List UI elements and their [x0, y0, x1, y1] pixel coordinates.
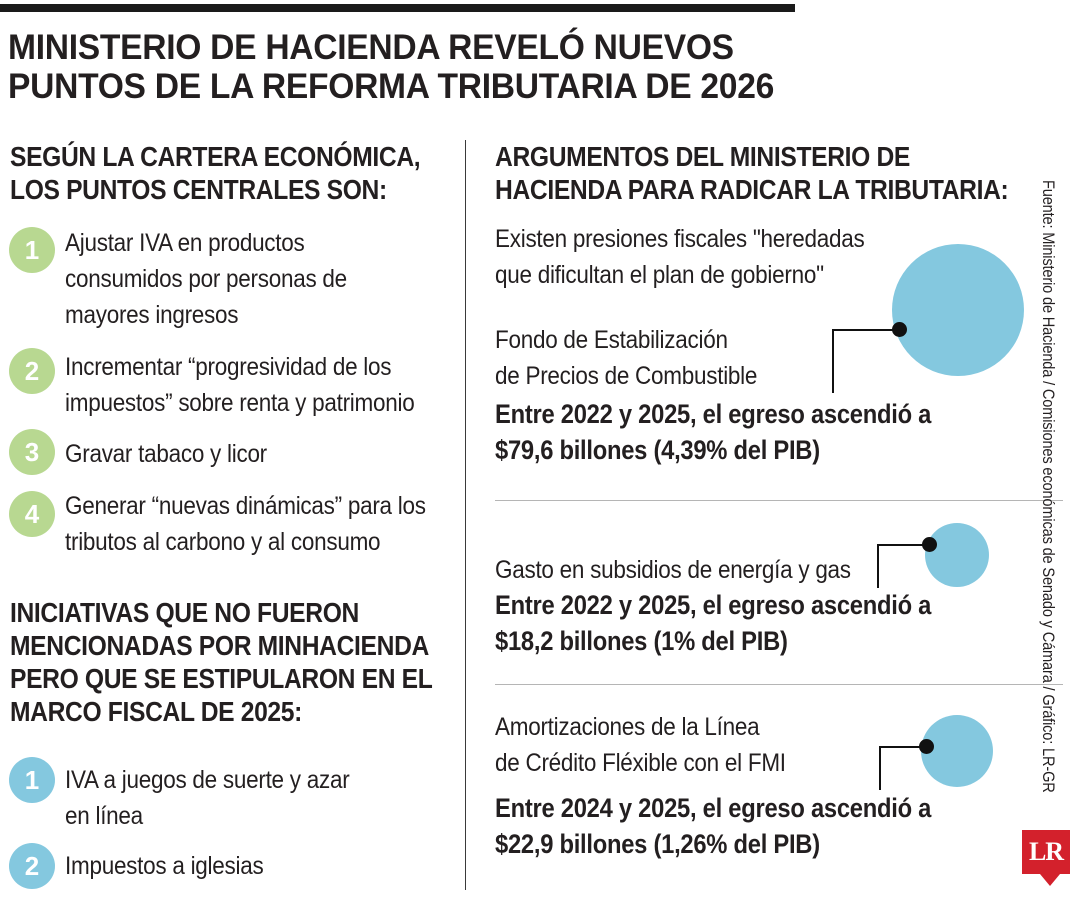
- bubble-2: [925, 523, 989, 587]
- section1-heading-line-2: LOS PUNTOS CENTRALES SON:: [10, 174, 387, 205]
- page-title: [8, 28, 872, 106]
- list-item-line: mayores ingresos: [65, 301, 239, 329]
- badge-3: 3: [9, 429, 55, 475]
- right-heading-line-1: ARGUMENTOS DEL MINISTERIO DE: [495, 141, 911, 172]
- block-3-label: [495, 709, 786, 781]
- block-1-value: [495, 396, 931, 468]
- section2-heading-line: PERO QUE SE ESTIPULARON EN EL: [10, 663, 433, 694]
- section2-heading: [10, 596, 432, 728]
- list-item-line: impuestos” sobre renta y patrimonio: [65, 389, 415, 417]
- lr-logo: LR: [1022, 830, 1070, 874]
- leader-line-v-3: [879, 746, 881, 790]
- block-value-line: $18,2 billones (1% del PIB): [495, 626, 788, 656]
- block-label-line: Amortizaciones de la Línea: [495, 713, 760, 741]
- block-value-line: Entre 2024 y 2025, el egreso ascendió a: [495, 793, 932, 823]
- list-item-line: Generar “nuevas dinámicas” para los: [65, 492, 426, 520]
- intro-text: [495, 221, 864, 293]
- block-label-line: Fondo de Estabilización: [495, 326, 728, 354]
- section2-heading-line: MARCO FISCAL DE 2025:: [10, 696, 302, 727]
- list-item: [65, 349, 414, 421]
- badge-1b: 1: [9, 757, 55, 803]
- leader-line-h-1: [832, 329, 900, 331]
- block-2-label: [495, 552, 851, 588]
- leader-dot-2: [922, 537, 937, 552]
- block-divider: [495, 684, 1063, 685]
- section1-heading-line-1: SEGÚN LA CARTERA ECONÓMICA,: [10, 141, 421, 172]
- list-item-line: Ajustar IVA en productos: [65, 229, 305, 257]
- list-item-line: IVA a juegos de suerte y azar: [65, 766, 350, 794]
- block-3-value: [495, 790, 931, 862]
- block-label-line: de Crédito Fléxible con el FMI: [495, 749, 786, 777]
- badge-2b: 2: [9, 843, 55, 889]
- block-1-label: [495, 322, 757, 394]
- leader-line-v-2: [877, 544, 879, 588]
- section1-heading: [10, 140, 420, 206]
- list-item-line: Impuestos a iglesias: [65, 852, 264, 880]
- list-item-line: consumidos por personas de: [65, 265, 347, 293]
- intro-line-2: que dificultan el plan de gobierno": [495, 261, 824, 289]
- list-item: [65, 225, 347, 333]
- block-label-line: Gasto en subsidios de energía y gas: [495, 556, 851, 584]
- badge-2: 2: [9, 348, 55, 394]
- list-item: [65, 848, 263, 884]
- block-value-line: $79,6 billones (4,39% del PIB): [495, 435, 820, 465]
- list-item-line: Incrementar “progresividad de los: [65, 353, 392, 381]
- block-divider: [495, 500, 1063, 501]
- block-2-value: [495, 587, 931, 659]
- top-rule: [0, 4, 795, 12]
- leader-dot-1: [892, 322, 907, 337]
- list-item: [65, 488, 426, 560]
- leader-line-h-2: [877, 544, 927, 546]
- list-item-line: en línea: [65, 802, 143, 830]
- right-heading-line-2: HACIENDA PARA RADICAR LA TRIBUTARIA:: [495, 174, 1009, 205]
- right-heading: [495, 140, 1008, 206]
- list-item: [65, 762, 349, 834]
- block-value-line: $22,9 billones (1,26% del PIB): [495, 829, 820, 859]
- column-divider: [465, 140, 466, 890]
- list-item: [65, 436, 267, 472]
- title-line-2: PUNTOS DE LA REFORMA TRIBUTARIA DE 2026: [8, 67, 775, 106]
- block-value-line: Entre 2022 y 2025, el egreso ascendió a: [495, 590, 932, 620]
- list-item-line: Gravar tabaco y licor: [65, 440, 267, 468]
- block-label-line: de Precios de Combustible: [495, 362, 758, 390]
- badge-4: 4: [9, 491, 55, 537]
- section2-heading-line: INICIATIVAS QUE NO FUERON: [10, 597, 359, 628]
- bubble-1: [892, 244, 1024, 376]
- intro-line-1: Existen presiones fiscales "heredadas: [495, 225, 865, 253]
- list-item-line: tributos al carbono y al consumo: [65, 528, 381, 556]
- source-credit: Fuente: Ministerio de Hacienda / Comisiones económicas de Senado y Cámara / Gráfico: LR-GR: [1039, 180, 1058, 793]
- leader-line-v-1: [832, 329, 834, 393]
- badge-1: 1: [9, 227, 55, 273]
- section2-heading-line: MENCIONADAS POR MINHACIENDA: [10, 630, 429, 661]
- block-value-line: Entre 2022 y 2025, el egreso ascendió a: [495, 399, 932, 429]
- title-line-1: MINISTERIO DE HACIENDA REVELÓ NUEVOS: [8, 28, 734, 67]
- leader-dot-3: [919, 739, 934, 754]
- lr-logo-tail: [1040, 874, 1060, 886]
